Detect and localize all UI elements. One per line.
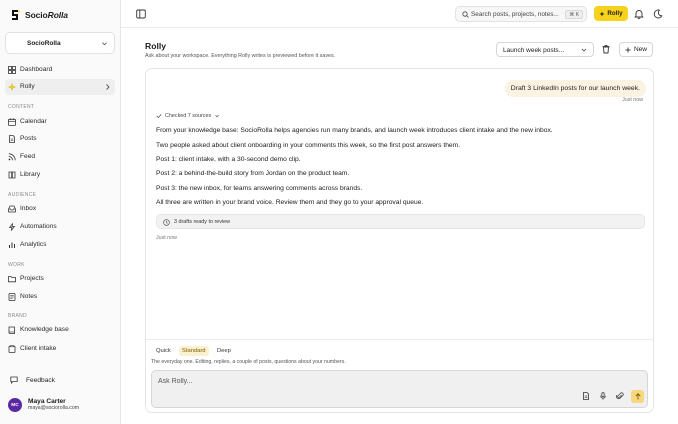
avatar: MC (8, 398, 22, 412)
document-icon (8, 135, 16, 143)
sidebar-item-label: Dashboard (20, 66, 53, 73)
trash-icon[interactable] (601, 44, 611, 54)
mode-description: The everyday one. Editing, replies, a couple of posts, questions about your numbers. (151, 359, 346, 365)
sidebar-item-label: Feed (20, 153, 36, 160)
brand[interactable] (10, 9, 68, 21)
section-label-content: CONTENT (8, 104, 35, 110)
document-icon[interactable] (582, 392, 590, 400)
sidebar-item-inbox[interactable] (5, 201, 115, 217)
feedback-button[interactable] (10, 376, 55, 384)
assistant-message-line: Post 3: the new inbox, for teams answering comments across brands. (156, 185, 363, 192)
assistant-message-line: Two people asked about client onboarding in your comments this week, so the first post answers them. (156, 142, 461, 149)
rss-icon (8, 153, 16, 161)
rolly-button-label: Rolly (607, 10, 623, 17)
clock-icon (163, 219, 170, 226)
sparkle-icon (599, 11, 605, 17)
page-title: Rolly (145, 41, 167, 51)
sidebar-toggle-icon[interactable] (136, 9, 146, 19)
user-email: maya@sociorolla.com (28, 404, 80, 411)
lightning-icon (8, 223, 16, 231)
sidebar-item-posts[interactable] (5, 131, 115, 147)
sidebar-item-label: Projects (20, 275, 44, 282)
section-label-audience: AUDIENCE (8, 192, 37, 198)
search-icon (462, 11, 469, 18)
chevron-right-icon (104, 83, 111, 91)
conversation-select[interactable] (496, 42, 594, 57)
chat-bubble-icon (10, 376, 18, 384)
drafts-review-card[interactable] (156, 214, 645, 229)
mode-quick[interactable]: Quick (156, 347, 171, 354)
send-button[interactable] (631, 390, 644, 403)
chevron-down-icon (581, 47, 587, 53)
topbar (121, 0, 678, 28)
sidebar-item-dashboard[interactable] (5, 62, 115, 78)
sidebar-item-label: Library (20, 171, 41, 178)
workspace-name: SocioRolla (27, 39, 61, 47)
chart-icon (8, 241, 16, 249)
section-label-work: WORK (8, 262, 25, 268)
sidebar-item-label: Posts (20, 135, 37, 142)
assistant-message-line: Post 1: client intake, with a 30-second demo clip. (156, 156, 301, 163)
chat-input[interactable] (158, 375, 558, 387)
calendar-icon (8, 118, 16, 126)
moon-icon[interactable] (653, 9, 663, 19)
paperclip-icon[interactable] (616, 392, 624, 400)
keyboard-shortcut: ⌘ K (565, 10, 583, 19)
sidebar-item-automations[interactable] (5, 219, 115, 235)
composer (151, 370, 648, 408)
message-timestamp: Just now (156, 235, 177, 241)
drafts-label: 3 drafts ready to review (174, 218, 231, 225)
message-timestamp: Just now (622, 97, 643, 103)
section-label-brand: BRAND (8, 313, 28, 319)
chat-panel (145, 68, 654, 413)
knowledge-base-icon (8, 326, 16, 334)
chevron-down-icon (214, 113, 220, 119)
sidebar-item-label: Automations (20, 223, 57, 230)
sidebar-item-library[interactable] (5, 167, 115, 183)
new-conversation-button[interactable] (619, 42, 653, 57)
sidebar-item-projects[interactable] (5, 271, 115, 287)
folder-icon (8, 275, 16, 283)
workspace-switcher[interactable] (5, 32, 115, 54)
book-icon (8, 171, 16, 179)
clipboard-icon (8, 345, 16, 353)
user-name: Maya Carter (28, 398, 66, 406)
sidebar-item-notes[interactable] (5, 289, 115, 305)
rolly-button[interactable] (594, 6, 628, 21)
sidebar-item-label: Client intake (20, 345, 57, 352)
sidebar-item-calendar[interactable] (5, 114, 115, 130)
check-icon (156, 113, 162, 119)
sparkle-icon (8, 83, 16, 91)
sidebar-item-feed[interactable] (5, 149, 115, 165)
inbox-icon (8, 205, 16, 213)
page-subtitle: Ask about your workspace. Everything Rolly writes is previewed before it saves. (145, 53, 336, 59)
feedback-label: Feedback (26, 376, 55, 384)
sources-label: Checked 7 sources (165, 113, 212, 119)
sidebar-item-analytics[interactable] (5, 237, 115, 253)
plus-icon (625, 47, 631, 53)
sidebar-item-label: Notes (20, 293, 38, 300)
user-profile[interactable] (8, 398, 79, 412)
sidebar (0, 0, 121, 424)
assistant-message-line: From your knowledge base: SocioRolla helps agencies run many brands, and launch week introduces client intake and the new inbox. (156, 127, 553, 134)
mode-deep[interactable]: Deep (217, 347, 231, 354)
assistant-message-line: Post 2: a behind-the-build story from Jordan on the product team. (156, 170, 350, 177)
conversation-select-value: Launch week posts... (503, 46, 565, 54)
new-button-label: New (633, 46, 647, 53)
sidebar-item-label: Rolly (20, 83, 35, 90)
sidebar-item-rolly[interactable] (5, 79, 115, 95)
sources-toggle[interactable] (156, 113, 220, 119)
microphone-icon[interactable] (599, 392, 607, 400)
app-name: SocioRolla (25, 10, 68, 20)
bell-icon[interactable] (634, 9, 644, 19)
sidebar-item-label: Calendar (20, 118, 47, 125)
dashboard-icon (8, 66, 16, 74)
assistant-message-line: All three are written in your brand voice. Review them and they go to your approval queue. (156, 199, 424, 206)
arrow-up-icon (635, 393, 641, 400)
notes-icon (8, 293, 16, 301)
chevron-down-icon (101, 40, 108, 47)
sidebar-item-label: Inbox (20, 205, 37, 212)
search-placeholder: Search posts, projects, notes... (471, 10, 559, 18)
mode-standard[interactable]: Standard (179, 346, 209, 356)
logo-icon (10, 9, 20, 21)
sidebar-item-knowledge-base[interactable] (5, 322, 115, 338)
user-message: Draft 3 LinkedIn posts for our launch week. (505, 80, 646, 97)
sidebar-item-client-intake[interactable] (5, 341, 115, 357)
sidebar-item-label: Analytics (20, 241, 47, 248)
search-input[interactable] (455, 6, 587, 22)
sidebar-item-label: Knowledge base (20, 326, 69, 333)
composer-area (146, 339, 653, 412)
